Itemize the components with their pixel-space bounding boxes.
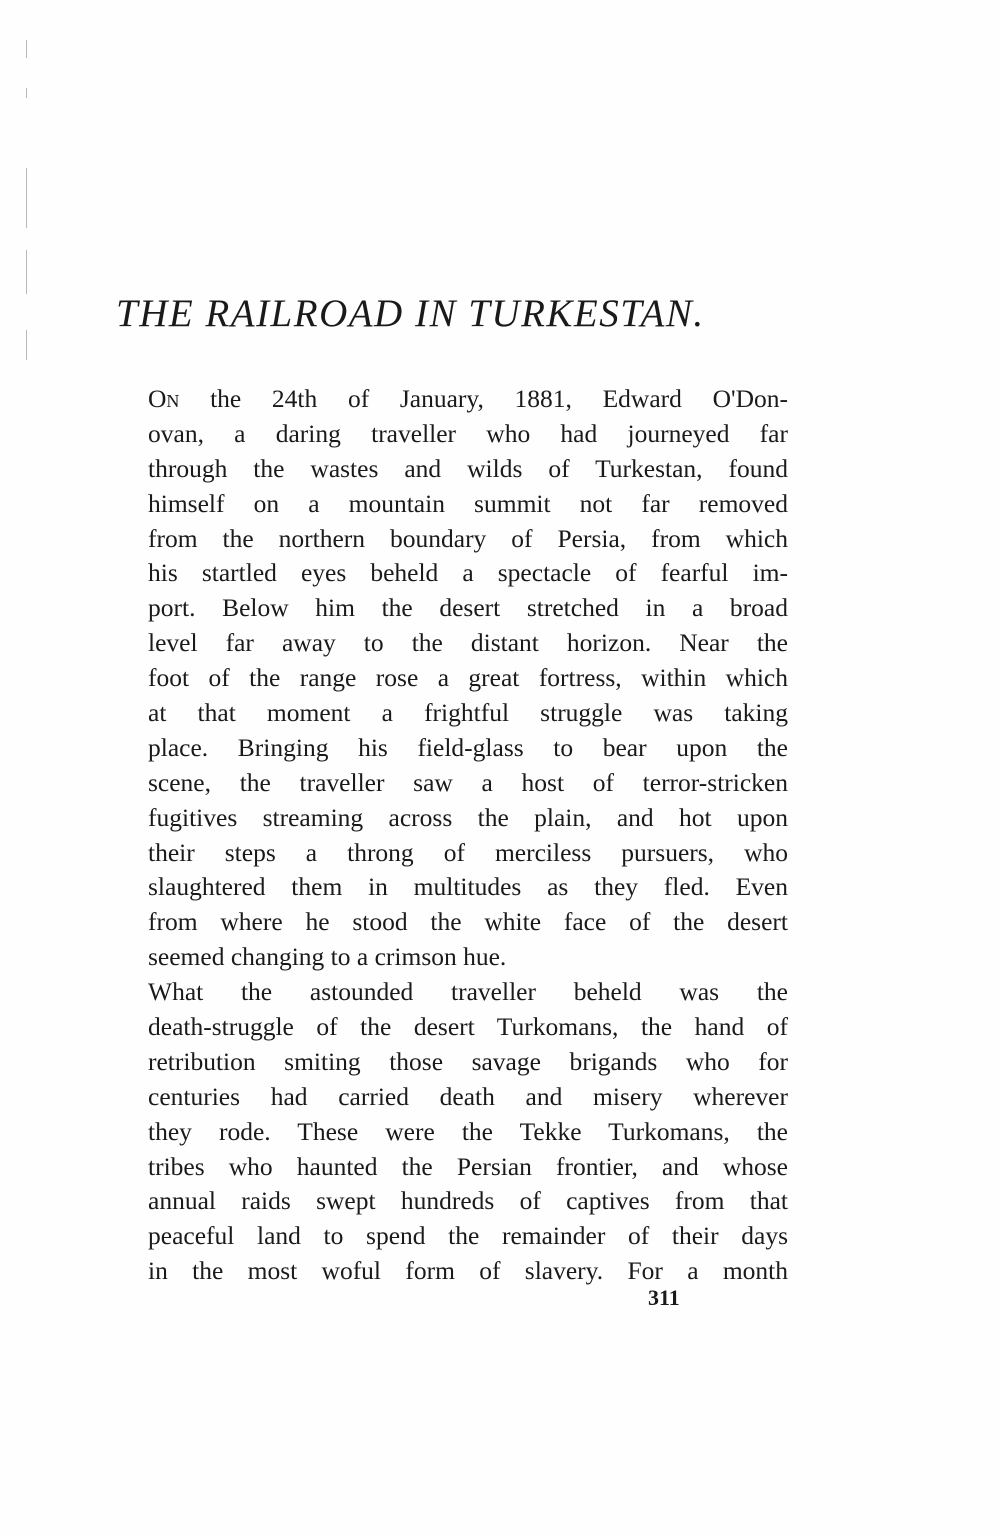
text-line: scene, the traveller saw a host of terror-stricken: [148, 767, 788, 797]
text-line: seemed changing to a crimson hue.: [148, 942, 507, 972]
text-line: On the 24th of January, 1881, Edward O'Don-: [148, 384, 788, 413]
drop-lead-word: On: [148, 384, 180, 413]
paragraph-1: [148, 382, 788, 975]
text-line: in the most woful form of slavery. For a month: [148, 1256, 788, 1286]
paragraph-2: [148, 975, 788, 1289]
text-line: centuries had carried death and misery wherever: [148, 1081, 788, 1111]
text-line: fugitives streaming across the plain, and hot upon: [148, 802, 788, 832]
text-line: ovan, a daring traveller who had journeyed far: [148, 418, 788, 448]
text-line: peaceful land to spend the remainder of their days: [148, 1221, 788, 1251]
text-line: foot of the range rose a great fortress, within which: [148, 663, 788, 693]
text-line: level far away to the distant horizon. Near the: [148, 628, 788, 658]
text-line: tribes who haunted the Persian frontier, and whose: [148, 1151, 788, 1181]
text-line: slaughtered them in multitudes as they fled. Even: [148, 872, 788, 902]
text-line: from the northern boundary of Persia, from which: [148, 523, 788, 553]
body-text: [148, 382, 788, 1289]
text-line: place. Bringing his field-glass to bear upon the: [148, 732, 788, 762]
text-line: their steps a throng of merciless pursuers, who: [148, 837, 788, 867]
page-number: 311: [648, 1285, 680, 1310]
gutter-scan-marks: [26, 40, 30, 380]
chapter-title: THE RAILROAD IN TURKESTAN.: [116, 292, 705, 335]
text-line: death-struggle of the desert Turkomans, the hand of: [148, 1012, 788, 1042]
text-line: himself on a mountain summit not far removed: [148, 488, 788, 518]
text-line: his startled eyes beheld a spectacle of fearful im-: [148, 558, 788, 588]
text-line: at that moment a frightful struggle was taking: [148, 698, 788, 728]
text-line: What the astounded traveller beheld was the: [148, 977, 788, 1007]
text-line: they rode. These were the Tekke Turkomans, the: [148, 1116, 788, 1146]
text-line: port. Below him the desert stretched in a broad: [148, 593, 788, 623]
text-line: through the wastes and wilds of Turkestan, found: [148, 453, 788, 483]
text-line: annual raids swept hundreds of captives from that: [148, 1186, 788, 1216]
text-line: retribution smiting those savage brigands who for: [148, 1046, 788, 1076]
text-line: from where he stood the white face of the desert: [148, 907, 788, 937]
